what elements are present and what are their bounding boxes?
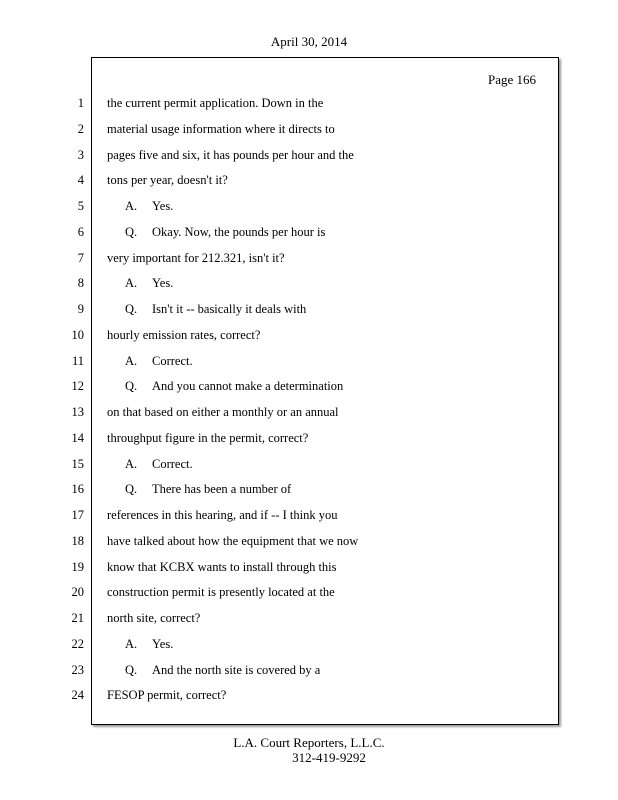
line-text: And the north site is covered by a	[152, 662, 321, 677]
line-number: 2	[77, 121, 84, 136]
transcript-line	[107, 224, 358, 250]
line-text: throughput figure in the permit, correct?	[107, 430, 309, 445]
line-number: 19	[71, 559, 84, 574]
line-number: 8	[77, 276, 84, 291]
line-text: Yes.	[152, 199, 174, 213]
transcript-line	[107, 533, 358, 559]
line-text: on that based on either a monthly or an annual	[107, 405, 339, 419]
line-number: 6	[77, 224, 84, 239]
line-text: north site, correct?	[107, 611, 201, 625]
footer-firm: L.A. Court Reporters, L.L.C.	[233, 735, 385, 750]
line-text: Correct.	[152, 456, 193, 471]
line-text: pages five and six, it has pounds per hour and the	[107, 147, 354, 162]
header-date: April 30, 2014	[270, 34, 348, 49]
transcript-line	[107, 327, 358, 353]
line-text: material usage information where it directs to	[107, 121, 335, 136]
speaker-label: Q.	[125, 482, 138, 497]
transcript-line	[107, 121, 358, 147]
line-text: tons per year, doesn't it?	[107, 173, 228, 188]
transcript-line	[107, 301, 358, 327]
transcript-line	[107, 559, 358, 585]
line-number-column	[54, 95, 84, 713]
transcript-line	[107, 610, 358, 636]
line-number: 9	[77, 302, 84, 316]
line-number: 17	[71, 508, 84, 522]
transcript-line	[107, 636, 358, 662]
speaker-label: A.	[125, 276, 138, 291]
transcript-line	[107, 687, 358, 713]
line-text: Isn't it -- basically it deals with	[152, 302, 307, 316]
line-number: 3	[77, 147, 84, 162]
transcript-line	[107, 95, 358, 121]
speaker-label: A.	[125, 456, 138, 471]
line-text: very important for 212.321, isn't it?	[107, 250, 285, 265]
speaker-label: Q.	[125, 224, 138, 239]
transcript-line	[107, 481, 358, 507]
transcript-line	[107, 250, 358, 276]
line-text: Yes.	[152, 276, 174, 291]
line-number: 16	[71, 482, 84, 497]
speaker-label: Q.	[125, 302, 138, 316]
line-text: Correct.	[152, 353, 193, 368]
transcript-line	[107, 378, 358, 404]
speaker-label: A.	[125, 353, 138, 368]
footer	[0, 735, 618, 765]
transcript-line	[107, 662, 358, 688]
line-number: 13	[71, 405, 84, 419]
line-text: hourly emission rates, correct?	[107, 327, 261, 342]
line-number: 1	[77, 96, 84, 110]
line-number: 11	[71, 353, 84, 368]
line-number: 14	[71, 430, 84, 445]
transcript-line	[107, 172, 358, 198]
line-number: 23	[71, 662, 84, 677]
line-text: Yes.	[152, 636, 174, 651]
transcript-line	[107, 430, 358, 456]
transcript-line	[107, 275, 358, 301]
line-number: 7	[77, 250, 84, 265]
transcript-line	[107, 584, 358, 610]
line-number: 12	[71, 379, 84, 394]
line-text: know that KCBX wants to install through this	[107, 559, 337, 574]
transcript-line	[107, 456, 358, 482]
line-number: 22	[71, 636, 84, 651]
line-text: construction permit is presently located at the	[107, 585, 335, 600]
line-number: 15	[71, 456, 84, 471]
line-number: 4	[77, 173, 84, 188]
line-text: have talked about how the equipment that we now	[107, 533, 359, 548]
line-text: There has been a number of	[152, 482, 292, 497]
footer-phone: 312-419-9292	[292, 750, 366, 765]
speaker-label: A.	[125, 199, 138, 213]
line-text: references in this hearing, and if -- I think you	[107, 508, 338, 522]
transcript-line	[107, 507, 358, 533]
line-text: FESOP permit, correct?	[107, 688, 227, 703]
transcript-line	[107, 198, 358, 224]
line-text: And you cannot make a determination	[152, 379, 344, 394]
line-number: 5	[77, 199, 84, 213]
speaker-label: Q.	[125, 662, 138, 677]
line-text: Okay. Now, the pounds per hour is	[152, 224, 326, 239]
line-number: 18	[71, 533, 84, 548]
line-number: 20	[71, 585, 84, 600]
page-number: Page 166	[487, 72, 536, 87]
line-number: 24	[71, 688, 84, 703]
speaker-label: A.	[125, 636, 138, 651]
line-number: 21	[71, 611, 84, 625]
transcript-line	[107, 147, 358, 173]
transcript-lines	[107, 95, 358, 713]
transcript-line	[107, 353, 358, 379]
transcript-line	[107, 404, 358, 430]
speaker-label: Q.	[125, 379, 138, 394]
line-text: the current permit application. Down in the	[107, 96, 324, 110]
line-number: 10	[71, 327, 84, 342]
